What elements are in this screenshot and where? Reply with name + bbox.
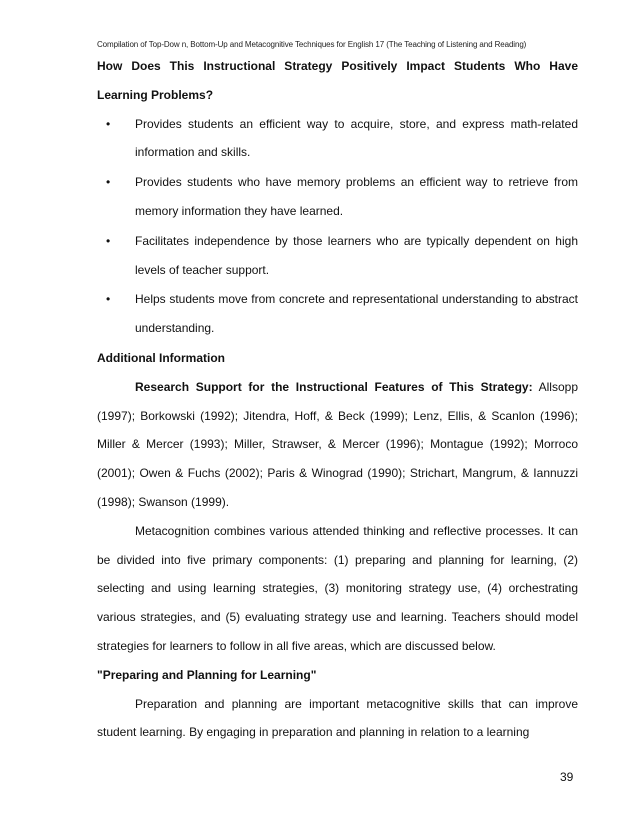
section-heading-impact: How Does This Instructional Strategy Positively Impact Students Who Have Learning Problems? xyxy=(97,59,578,102)
bullet-icon: • xyxy=(106,233,111,248)
list-item xyxy=(97,285,578,343)
metacognition-paragraph: Metacognition combines various attended thinking and reflective processes. It can be divided into five primary components: (1) preparing and planning for learning, (2) selecting and using learning strategies, (3) monitoring strategy use, (4) orchestrating various strategies, and (5) evaluating strategy use and learning. Teachers should model strategies for learners to follow in all five areas, which are discussed below. xyxy=(97,523,578,653)
body-text xyxy=(97,52,578,747)
bullet-icon: • xyxy=(106,116,111,131)
preparing-paragraph: Preparation and planning are important metacognitive skills that can improve student learning. By engaging in preparation and planning in relation to a learning xyxy=(97,696,578,740)
list-item-text: Helps students move from concrete and representational understanding to abstract understanding. xyxy=(135,292,578,336)
list-item-text: Provides students who have memory problems an efficient way to retrieve from memory information they have learned. xyxy=(135,175,578,218)
section-heading-preparing: "Preparing and Planning for Learning" xyxy=(97,667,317,682)
list-item xyxy=(97,168,578,226)
list-item-text: Facilitates independence by those learners who are typically dependent on high levels of teacher support. xyxy=(135,233,578,277)
bullet-icon: • xyxy=(106,292,111,307)
page-number: 39 xyxy=(560,770,574,784)
running-header: Compilation of Top-Dow n, Bottom-Up and Metacognitive Techniques for English 17 (The Teaching of Listening and Reading) xyxy=(97,40,527,49)
benefit-list xyxy=(97,110,578,343)
research-paragraph xyxy=(97,373,578,517)
research-lead: Research Support for the Instructional Features of This Strategy: xyxy=(135,379,533,394)
research-citations: Allsopp (1997); Borkowski (1992); Jitendra, Hoff, & Beck (1999); Lenz, Ellis, & Scanlon (1996); Miller & Mercer (1993); Miller, Strawser, & Mercer (1996); Montague (1992); Morroco (2001); Owen & Fuchs (2002); Paris & Winograd (1990); Strichart, Mangrum, & Iannuzzi (1998); Swanson (1999). xyxy=(97,379,578,509)
list-item xyxy=(97,227,578,285)
section-heading-additional: Additional Information xyxy=(97,350,225,365)
bullet-icon: • xyxy=(106,175,111,190)
list-item xyxy=(97,110,578,168)
list-item-text: Provides students an efficient way to acquire, store, and express math-related information and skills. xyxy=(135,116,578,160)
